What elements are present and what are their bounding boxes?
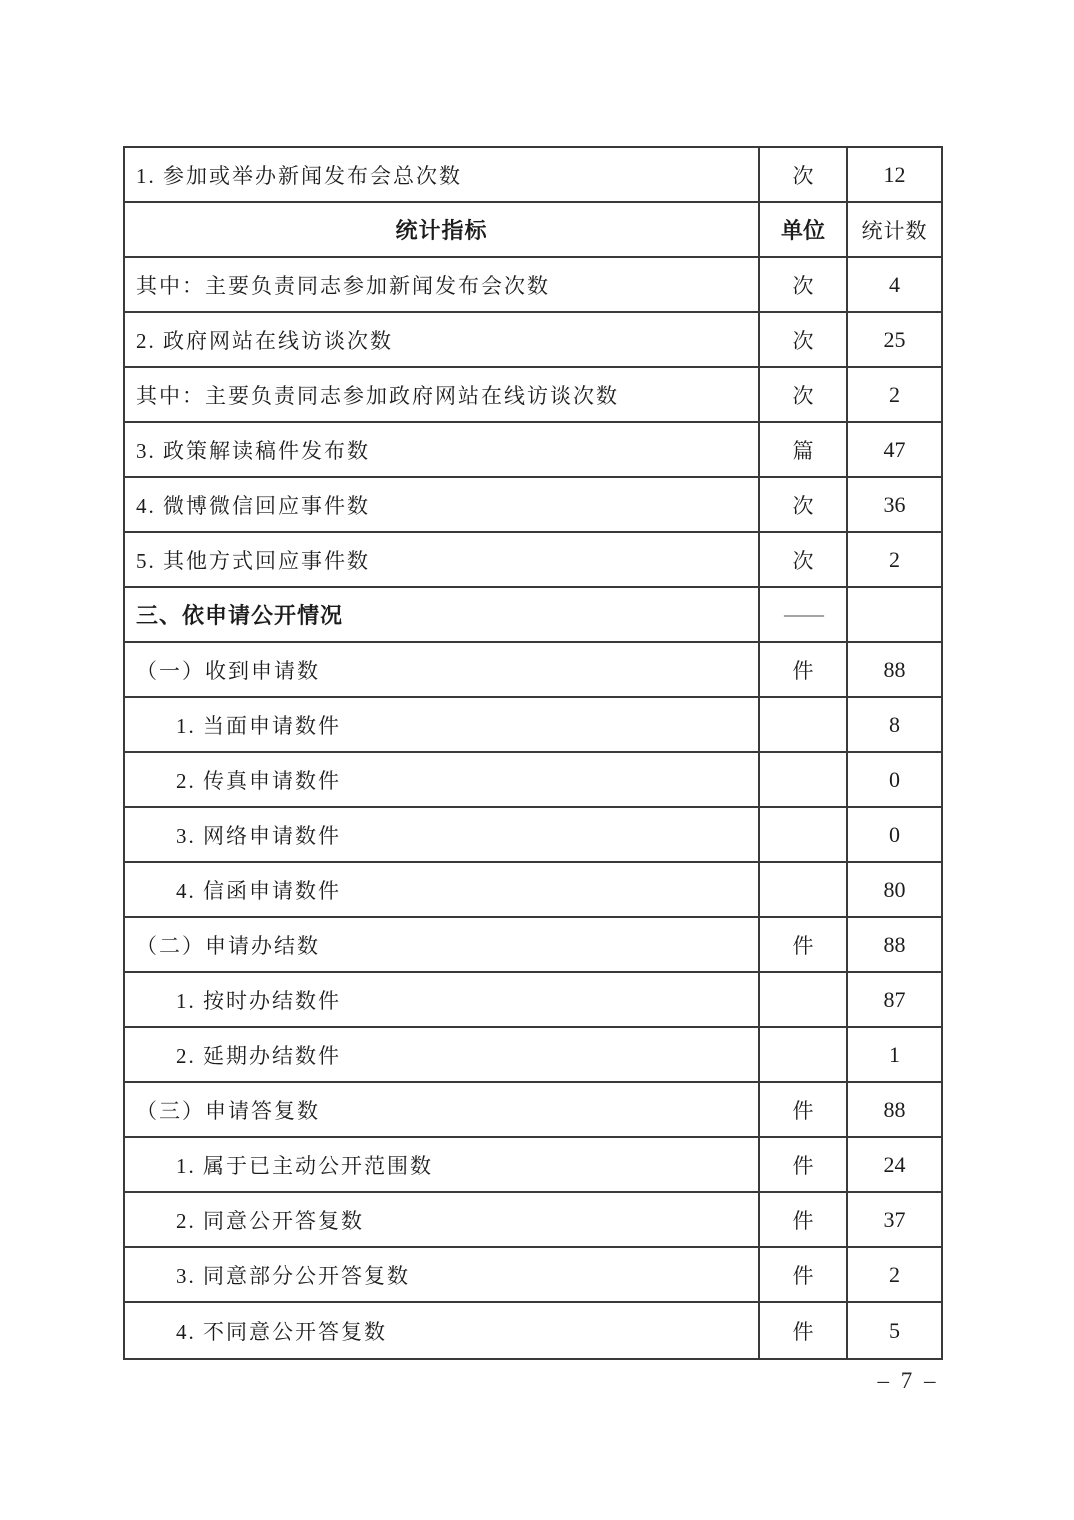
unit-cell: 件 <box>758 1248 848 1301</box>
table-row <box>125 423 941 478</box>
unit-cell <box>758 698 848 751</box>
indicator-cell: 三、依申请公开情况 <box>136 603 344 628</box>
value-cell: 2 <box>889 546 900 572</box>
unit-cell <box>758 863 848 916</box>
indicator-cell: 2. 传真申请数件 <box>176 768 341 793</box>
value-cell: 88 <box>883 931 906 957</box>
value-cell: 88 <box>883 1096 906 1122</box>
indicator-cell: 2. 政府网站在线访谈次数 <box>136 328 393 353</box>
table-row <box>125 1028 941 1083</box>
table-row <box>125 643 941 698</box>
value-cell: 80 <box>883 876 906 902</box>
table-row <box>125 753 941 808</box>
indicator-cell: 其中：主要负责同志参加政府网站在线访谈次数 <box>136 383 619 408</box>
table-row <box>125 1138 941 1193</box>
indicator-cell: 1. 按时办结数件 <box>176 988 341 1013</box>
indicator-cell: （三）申请答复数 <box>136 1098 320 1123</box>
indicator-cell: （二）申请办结数 <box>136 933 320 958</box>
table-row <box>125 203 941 258</box>
statistics-table <box>123 146 943 1360</box>
table-row <box>125 313 941 368</box>
unit-cell <box>758 808 848 861</box>
unit-cell: 次 <box>758 478 848 531</box>
value-cell: 8 <box>889 711 900 737</box>
table-row <box>125 918 941 973</box>
table-row <box>125 1303 941 1358</box>
indicator-cell: 4. 微博微信回应事件数 <box>136 493 370 518</box>
value-cell <box>848 588 941 641</box>
value-cell: 2 <box>889 1261 900 1287</box>
indicator-cell: 统计指标 <box>395 218 488 243</box>
value-cell: 24 <box>883 1151 906 1177</box>
table-row <box>125 258 941 313</box>
indicator-cell: 2. 延期办结数件 <box>176 1043 341 1068</box>
table-row <box>125 148 941 203</box>
indicator-cell: 1. 当面申请数件 <box>176 713 341 738</box>
table-row <box>125 1248 941 1303</box>
unit-cell: 件 <box>758 1083 848 1136</box>
unit-cell: 次 <box>758 258 848 311</box>
value-cell: 36 <box>883 491 906 517</box>
unit-cell: 件 <box>758 918 848 971</box>
unit-cell <box>758 753 848 806</box>
unit-cell: 件 <box>758 1138 848 1191</box>
unit-cell <box>758 973 848 1026</box>
indicator-cell: 3. 同意部分公开答复数 <box>176 1263 410 1288</box>
table-row <box>125 588 941 643</box>
unit-cell: 次 <box>758 533 848 586</box>
indicator-cell: 3. 政策解读稿件发布数 <box>136 438 370 463</box>
unit-cell: 件 <box>758 1303 848 1358</box>
indicator-cell: 5. 其他方式回应事件数 <box>136 548 370 573</box>
table-row <box>125 533 941 588</box>
indicator-cell: 3. 网络申请数件 <box>176 823 341 848</box>
unit-cell: 次 <box>758 313 848 366</box>
value-cell: 47 <box>883 436 906 462</box>
indicator-cell: 2. 同意公开答复数 <box>176 1208 364 1233</box>
indicator-cell: 其中：主要负责同志参加新闻发布会次数 <box>136 273 550 298</box>
indicator-cell: 4. 信函申请数件 <box>176 878 341 903</box>
value-cell: 0 <box>889 766 900 792</box>
unit-cell: 篇 <box>758 423 848 476</box>
table-row <box>125 1083 941 1138</box>
table-row <box>125 1193 941 1248</box>
value-cell: 统计数 <box>861 218 928 243</box>
value-cell: 0 <box>889 821 900 847</box>
indicator-cell: 1. 属于已主动公开范围数 <box>176 1153 433 1178</box>
value-cell: 88 <box>883 656 906 682</box>
unit-cell: 次 <box>758 148 848 201</box>
table-row <box>125 863 941 918</box>
value-cell: 37 <box>883 1206 906 1232</box>
value-cell: 25 <box>883 326 906 352</box>
indicator-cell: （一）收到申请数 <box>136 658 320 683</box>
table-row <box>125 698 941 753</box>
indicator-cell: 4. 不同意公开答复数 <box>176 1319 387 1344</box>
value-cell: 4 <box>889 271 900 297</box>
value-cell: 5 <box>889 1317 900 1343</box>
unit-cell <box>758 1028 848 1081</box>
value-cell: 1 <box>889 1041 900 1067</box>
unit-cell: 件 <box>758 643 848 696</box>
table-row <box>125 808 941 863</box>
unit-cell: 件 <box>758 1193 848 1246</box>
unit-cell: 次 <box>758 368 848 421</box>
table-row <box>125 973 941 1028</box>
unit-cell: 单位 <box>758 203 848 256</box>
value-cell: 2 <box>889 381 900 407</box>
table-row <box>125 368 941 423</box>
page-number: – 7 – <box>877 1368 939 1393</box>
table-row <box>125 478 941 533</box>
value-cell: 87 <box>883 986 906 1012</box>
indicator-cell: 1. 参加或举办新闻发布会总次数 <box>136 163 462 188</box>
value-cell: 12 <box>883 161 906 187</box>
unit-cell: —— <box>758 588 848 641</box>
